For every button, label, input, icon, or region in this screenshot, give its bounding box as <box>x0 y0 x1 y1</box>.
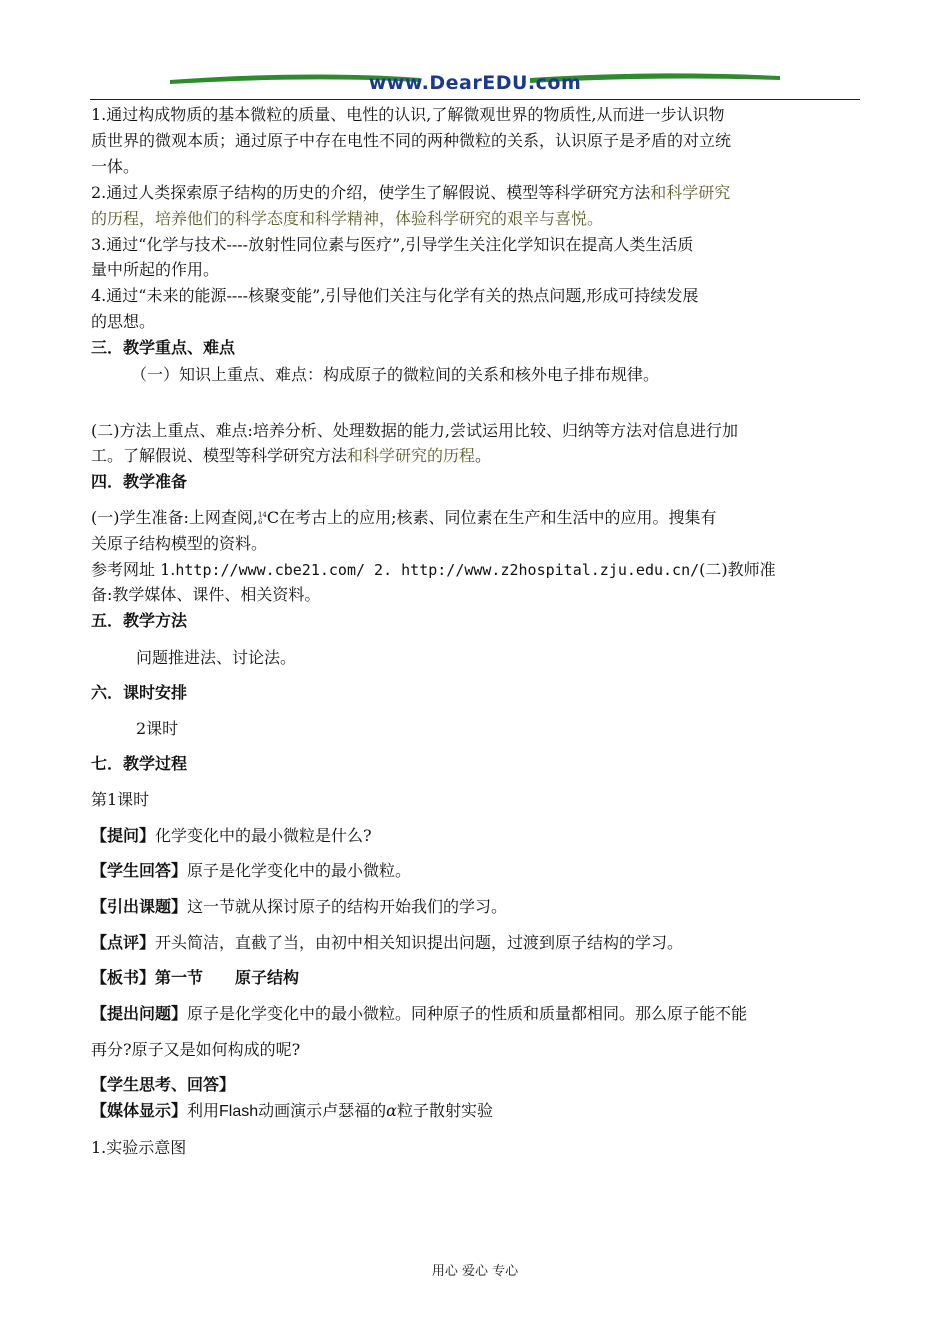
raise-question-line-1: 【提出问题】原子是化学变化中的最小微粒。同种原子的性质和质量都相同。那么原子能不能 <box>91 1004 748 1023</box>
section-3-para-2-line-2: 工。了解假说、模型等科学研究方法和科学研究的历程。 <box>91 446 492 465</box>
section-6-body: 2课时 <box>136 719 179 738</box>
media-display-line: 【媒体显示】利用Flash动画演示卢瑟福的α粒子散射实验 <box>91 1101 493 1120</box>
lesson-label: 第1课时 <box>91 790 150 809</box>
reference-urls[interactable]: http://www.cbe21.com/ 2. http://www.z2hospital.zju.edu.cn/ <box>175 561 700 579</box>
goal-1-line-1: 1.通过构成物质的基本微粒的质量、电性的认识,了解微观世界的物质性,从而进一步认识物 <box>91 105 725 124</box>
goal-2-line-1: 2.通过人类探索原子结构的历史的介绍，使学生了解假说、模型等科学研究方法和科学研究 <box>91 183 731 202</box>
goal-3-line-2: 量中所起的作用。 <box>91 260 220 279</box>
section-3-para-2-line-1: (二)方法上重点、难点:培养分析、处理数据的能力,尝试运用比较、归纳等方法对信息进行加 <box>91 421 738 440</box>
section-3-heading: 三．教学重点、难点 <box>91 338 236 357</box>
isotope-notation: 14 6 <box>257 510 267 526</box>
section-3-para-1: （一）知识上重点、难点：构成原子的微粒间的关系和核外电子排布规律。 <box>131 365 660 384</box>
raise-question-line-2: 再分?原子又是如何构成的呢? <box>91 1040 301 1059</box>
goal-2-line-2: 的历程，培养他们的科学态度和科学精神，体验科学研究的艰辛与喜悦。 <box>91 209 604 228</box>
header-rule <box>90 99 860 100</box>
experiment-diagram-label: 1.实验示意图 <box>91 1138 187 1157</box>
question-line: 【提问】化学变化中的最小微粒是什么? <box>91 826 372 845</box>
site-logo[interactable]: www.DearEDU.com <box>368 72 582 94</box>
student-think-line: 【学生思考、回答】 <box>91 1075 236 1094</box>
site-header <box>90 68 860 102</box>
board-writing-line: 【板书】第一节 原子结构 <box>91 968 300 987</box>
goal-3-line-1: 3.通过“化学与技术----放射性同位素与医疗”,引导学生关注化学知识在提高人类生活质 <box>91 235 694 254</box>
section-4-para-1-line-2: 关原子结构模型的资料。 <box>91 534 268 553</box>
goal-4-line-1: 4.通过“未来的能源----核聚变能”,引导他们关注与化学有关的热点问题,形成可持续发展 <box>91 286 699 305</box>
section-4-para-2-line-2: 备:教学媒体、课件、相关资料。 <box>91 585 321 604</box>
goal-4-line-2: 的思想。 <box>91 312 156 331</box>
goal-1-line-3: 一体。 <box>91 157 140 176</box>
goal-1-line-2: 质世界的微观本质；通过原子中存在电性不同的两种微粒的关系，认识原子是矛盾的对立统 <box>91 131 732 150</box>
section-7-heading: 七．教学过程 <box>91 754 188 773</box>
section-4-para-1-line-1: (一)学生准备:上网查阅, 14 6 C在考古上的应用;核素、同位素在生产和生活中的应用。搜集有 <box>91 508 717 527</box>
student-answer-line: 【学生回答】原子是化学变化中的最小微粒。 <box>91 861 412 880</box>
section-4-heading: 四．教学准备 <box>91 472 188 491</box>
page-footer: 用心 爱心 专心 <box>431 1264 519 1279</box>
section-6-heading: 六．课时安排 <box>91 683 188 702</box>
topic-intro-line: 【引出课题】这一节就从探讨原子的结构开始我们的学习。 <box>91 897 508 916</box>
section-5-heading: 五．教学方法 <box>91 611 188 630</box>
section-5-body: 问题推进法、讨论法。 <box>136 648 297 667</box>
section-4-para-2-line-1: 参考网址 1.http://www.cbe21.com/ 2. http://www.z2hospital.zju.edu.cn/(二)教师准 <box>91 560 776 579</box>
comment-line: 【点评】开头简洁，直截了当，由初中相关知识提出问题，过渡到原子结构的学习。 <box>91 933 684 952</box>
